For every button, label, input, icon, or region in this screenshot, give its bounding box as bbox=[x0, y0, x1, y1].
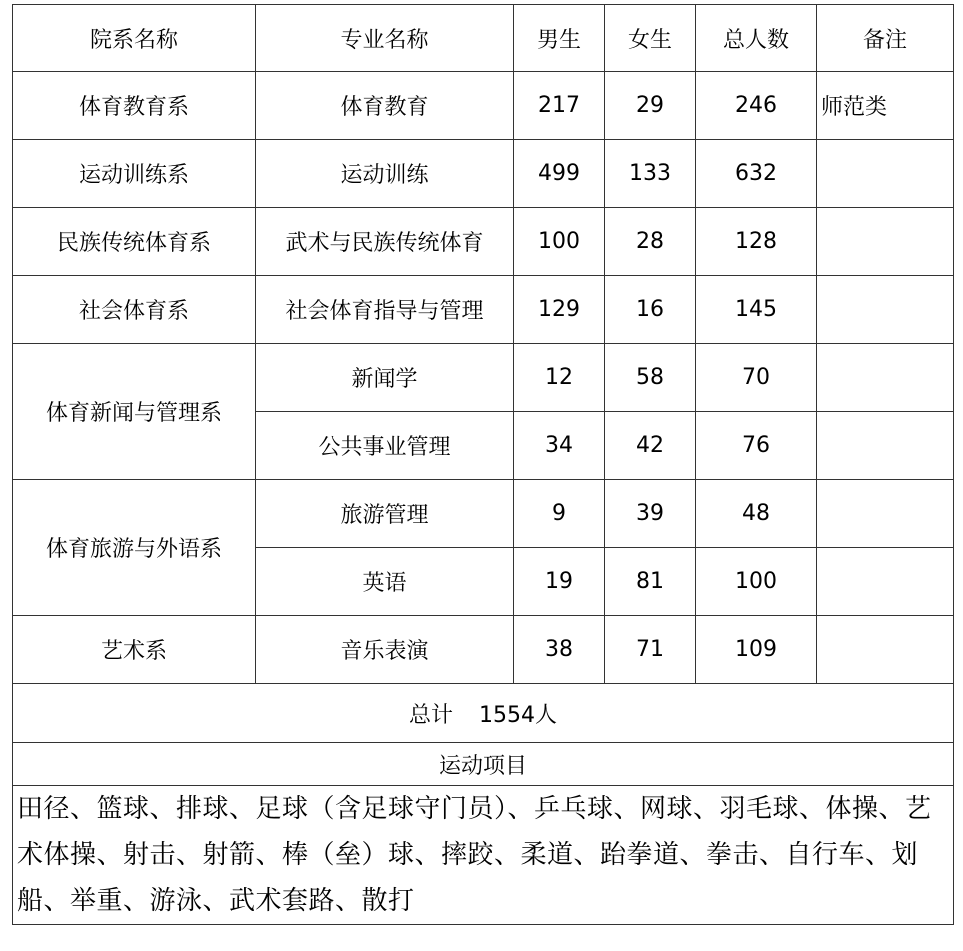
note-cell bbox=[817, 412, 954, 480]
sports-title-row bbox=[13, 743, 954, 786]
total-count-cell: 128 bbox=[696, 208, 817, 276]
major-cell: 运动训练 bbox=[256, 140, 514, 208]
table-header-row bbox=[13, 5, 954, 72]
major-cell: 英语 bbox=[256, 548, 514, 616]
male-count-cell: 499 bbox=[514, 140, 605, 208]
header-department: 院系名称 bbox=[13, 5, 256, 72]
table-row bbox=[13, 72, 954, 140]
note-cell bbox=[817, 208, 954, 276]
total-count-cell: 145 bbox=[696, 276, 817, 344]
male-count-cell: 38 bbox=[514, 616, 605, 684]
note-cell bbox=[817, 344, 954, 412]
note-cell bbox=[817, 616, 954, 684]
male-count-cell: 217 bbox=[514, 72, 605, 140]
header-female: 女生 bbox=[605, 5, 696, 72]
sports-list: 田径、篮球、排球、足球（含足球守门员）、乒乓球、网球、羽毛球、体操、艺术体操、射击、射箭、棒（垒）球、摔跤、柔道、跆拳道、拳击、自行车、划船、举重、游泳、武术套路、散打 bbox=[13, 786, 954, 925]
total-count-cell: 76 bbox=[696, 412, 817, 480]
department-cell: 体育教育系 bbox=[13, 72, 256, 140]
total-count-cell: 100 bbox=[696, 548, 817, 616]
total-count-cell: 109 bbox=[696, 616, 817, 684]
female-count-cell: 16 bbox=[605, 276, 696, 344]
note-cell bbox=[817, 276, 954, 344]
major-cell: 音乐表演 bbox=[256, 616, 514, 684]
table-row bbox=[13, 276, 954, 344]
female-count-cell: 71 bbox=[605, 616, 696, 684]
male-count-cell: 12 bbox=[514, 344, 605, 412]
total-count-cell: 632 bbox=[696, 140, 817, 208]
total-count-cell: 48 bbox=[696, 480, 817, 548]
department-cell: 艺术系 bbox=[13, 616, 256, 684]
department-cell: 民族传统体育系 bbox=[13, 208, 256, 276]
note-cell bbox=[817, 140, 954, 208]
female-count-cell: 39 bbox=[605, 480, 696, 548]
major-cell: 体育教育 bbox=[256, 72, 514, 140]
header-major: 专业名称 bbox=[256, 5, 514, 72]
department-cell: 运动训练系 bbox=[13, 140, 256, 208]
female-count-cell: 42 bbox=[605, 412, 696, 480]
major-cell: 武术与民族传统体育 bbox=[256, 208, 514, 276]
female-count-cell: 29 bbox=[605, 72, 696, 140]
note-cell: 师范类 bbox=[817, 72, 954, 140]
male-count-cell: 19 bbox=[514, 548, 605, 616]
enrollment-table bbox=[12, 4, 954, 925]
grand-total-cell bbox=[13, 684, 954, 743]
header-male: 男生 bbox=[514, 5, 605, 72]
header-total: 总人数 bbox=[696, 5, 817, 72]
male-count-cell: 9 bbox=[514, 480, 605, 548]
major-cell: 旅游管理 bbox=[256, 480, 514, 548]
major-cell: 公共事业管理 bbox=[256, 412, 514, 480]
department-cell: 体育旅游与外语系 bbox=[13, 480, 256, 616]
male-count-cell: 100 bbox=[514, 208, 605, 276]
male-count-cell: 34 bbox=[514, 412, 605, 480]
female-count-cell: 28 bbox=[605, 208, 696, 276]
female-count-cell: 81 bbox=[605, 548, 696, 616]
total-row bbox=[13, 684, 954, 743]
major-cell: 新闻学 bbox=[256, 344, 514, 412]
table-row bbox=[13, 140, 954, 208]
total-count-cell: 70 bbox=[696, 344, 817, 412]
department-cell: 社会体育系 bbox=[13, 276, 256, 344]
grand-total-value: 1554人 bbox=[479, 702, 557, 728]
department-cell: 体育新闻与管理系 bbox=[13, 344, 256, 480]
female-count-cell: 58 bbox=[605, 344, 696, 412]
sports-list-row bbox=[13, 786, 954, 925]
table-row bbox=[13, 344, 954, 412]
note-cell bbox=[817, 548, 954, 616]
table-row bbox=[13, 616, 954, 684]
header-note: 备注 bbox=[817, 5, 954, 72]
male-count-cell: 129 bbox=[514, 276, 605, 344]
table-row bbox=[13, 480, 954, 548]
total-count-cell: 246 bbox=[696, 72, 817, 140]
table-row bbox=[13, 208, 954, 276]
female-count-cell: 133 bbox=[605, 140, 696, 208]
major-cell: 社会体育指导与管理 bbox=[256, 276, 514, 344]
sports-title: 运动项目 bbox=[13, 743, 954, 786]
note-cell bbox=[817, 480, 954, 548]
grand-total-label: 总计 bbox=[408, 702, 453, 728]
enrollment-table-container bbox=[12, 4, 953, 925]
